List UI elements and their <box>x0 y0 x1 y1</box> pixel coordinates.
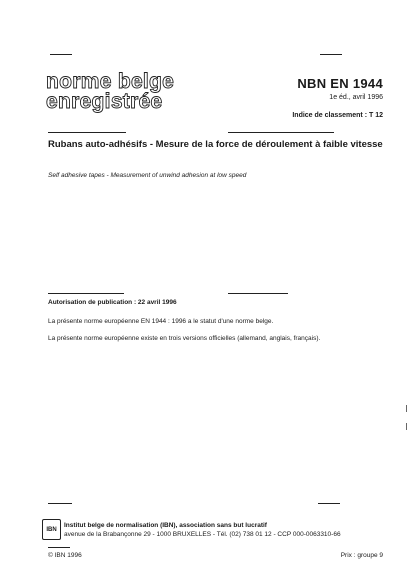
ibn-logo <box>42 519 61 540</box>
title-rule-left <box>48 132 126 133</box>
title-rule-right <box>228 132 334 133</box>
heading-line-1: norme belge <box>46 70 175 93</box>
body-rule-left <box>48 293 124 294</box>
footer-line-2: avenue de la Brabançonne 29 - 1000 BRUXELLES - Tél. (02) 738 01 12 - CCP 000-0063310-66 <box>64 531 341 538</box>
footer-line-1: Institut belge de normalisation (IBN), association sans but lucratif <box>64 522 267 529</box>
margin-mark <box>406 405 407 412</box>
publication-date: 1e éd., avril 1996 <box>329 94 383 101</box>
footer-bottom-rule <box>48 547 70 548</box>
classification-index: Indice de classement : T 12 <box>292 112 383 119</box>
top-left-rule <box>50 54 72 55</box>
footer-rule-right <box>318 503 340 504</box>
copyright: © IBN 1996 <box>48 552 82 559</box>
body-paragraph-1: La présente norme européenne EN 1944 : 1996 a le statut d'une norme belge. <box>48 318 274 325</box>
document-title-french: Rubans auto-adhésifs - Mesure de la force de déroulement à faible vitesse <box>48 139 383 150</box>
body-rule-right <box>228 293 288 294</box>
margin-mark <box>406 423 407 430</box>
ibn-logo-text: IBN <box>46 526 57 533</box>
footer-rule-left <box>48 503 72 504</box>
top-right-rule <box>320 54 342 55</box>
norme-belge-heading <box>46 72 174 112</box>
price-group: Prix : groupe 9 <box>340 552 383 559</box>
heading-line-2: enregistrée <box>46 90 163 113</box>
body-paragraph-2: La présente norme européenne existe en trois versions officielles (allemand, anglais, français). <box>48 335 321 342</box>
publication-authorisation: Autorisation de publication : 22 avril 1996 <box>48 299 177 306</box>
document-title-english: Self adhesive tapes - Measurement of unwind adhesion at low speed <box>48 172 247 179</box>
standard-id: NBN EN 1944 <box>297 76 383 91</box>
